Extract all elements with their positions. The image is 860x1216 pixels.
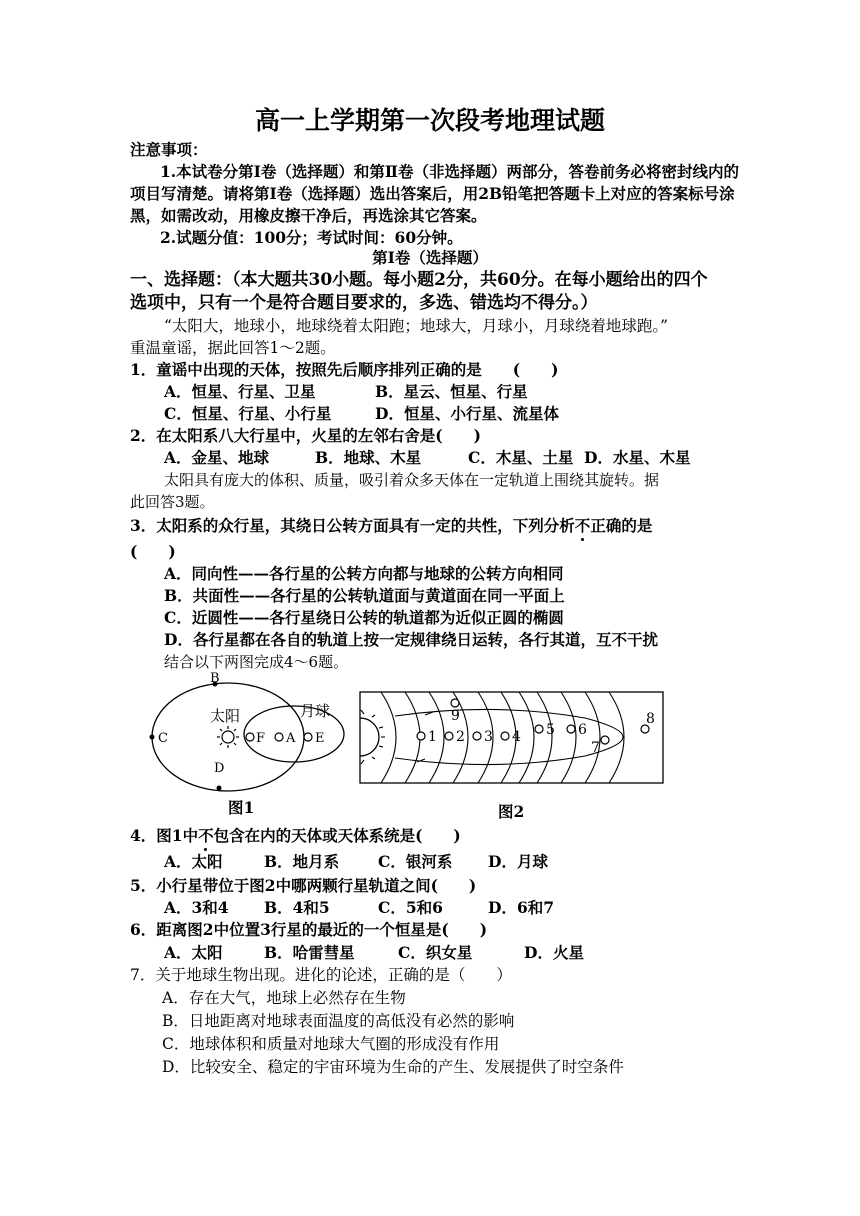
question-4-stem-pre: 4．图1中: [130, 826, 199, 845]
point-c-label: C: [158, 731, 168, 746]
figure-1-caption: 图1: [228, 798, 255, 817]
planet-5-marker: [535, 725, 543, 733]
point-c-marker: [150, 735, 155, 740]
question-2-option-a: A．金星、地球: [164, 448, 270, 467]
planet-3: [473, 729, 493, 745]
question-4-option-b: B．地月系: [264, 852, 340, 871]
planet-6-marker: [567, 725, 575, 733]
question-3-stem-emphasis: 不: [574, 516, 591, 535]
planet-8: [641, 711, 655, 733]
question-4-option-d: D．月球: [488, 852, 548, 871]
point-e-marker: [304, 733, 312, 741]
planet-6: [567, 722, 587, 738]
figure-2: [355, 688, 670, 790]
question-6-option-a: A．太阳: [164, 943, 223, 962]
question-3-option-b: B．共面性——各行星的公转轨道面与黄道面在同一平面上: [164, 586, 565, 605]
question-7-option-b: B．日地距离对地球表面温度的高低没有必然的影响: [162, 1012, 515, 1030]
question-5-option-a: A．3和4: [164, 898, 229, 917]
question-3-option-c: C．近圆性——各行星绕日公转的轨道都为近似正圆的椭圆: [164, 608, 564, 627]
planets: [417, 699, 655, 756]
question-1-option-d: D．恒星、小行星、流星体: [375, 404, 559, 423]
planet-5-label: 5: [546, 722, 555, 738]
question-2-option-d: D．水星、木星: [584, 448, 691, 467]
intro-1-line-1: “太阳大，地球小，地球绕着太阳跑；地球大，月球小，月球绕着地球跑。”: [164, 317, 669, 335]
question-7-stem: 7．关于地球生物出现。进化的论述，正确的是（ ）: [130, 966, 512, 984]
question-4-option-a: A．太阳: [164, 852, 223, 871]
question-7-option-c: C．地球体积和质量对地球大气圈的形成没有作用: [162, 1035, 500, 1053]
question-3-stem-post: 正确的是: [590, 516, 653, 535]
question-1-option-a: A．恒星、行星、卫星: [164, 382, 316, 401]
question-6-option-b: B．哈雷彗星: [264, 943, 355, 962]
question-3-answer-paren: ( ): [130, 542, 176, 561]
orbit-arc: [585, 692, 600, 783]
question-7-option-d: D．比较安全、稳定的宇宙环境为生命的产生、发展提供了时空条件: [162, 1058, 624, 1076]
question-6-option-c: C．织女星: [398, 943, 473, 962]
question-1-option-b: B．星云、恒星、行星: [375, 382, 528, 401]
intro-3-line-2: 此回答3题。: [130, 493, 215, 511]
question-2-option-b: B．地球、木星: [315, 448, 422, 467]
orbit-arc: [609, 692, 624, 783]
intro-4: 结合以下两图完成4～6题。: [164, 653, 349, 671]
question-5-stem: 5．小行星带位于图2中哪两颗行星轨道之间( ): [130, 876, 477, 895]
question-6-stem: 6．距离图2中位置3行星的最近的一个恒星是( ): [130, 920, 488, 939]
part-1-title: 第Ⅰ卷（选择题）: [372, 248, 488, 267]
question-4-stem-post: 包含在内的天体或天体系统是( ): [213, 826, 461, 845]
figure-2-caption: 图2: [498, 802, 525, 821]
planet-1-label: 1: [428, 729, 437, 745]
sun-label: 太阳: [210, 707, 241, 725]
question-4-option-c: C．银河系: [378, 852, 453, 871]
point-a-marker: [275, 733, 283, 741]
question-7-option-a: A．存在大气，地球上必然存在生物: [162, 989, 406, 1007]
notice-item-2: 2.试题分值：100分；考试时间：60分钟。: [160, 228, 463, 247]
question-3-stem-pre: 3．太阳系的众行星，其绕日公转方面具有一定的共性，下列分析: [130, 516, 575, 535]
intro-1-line-2: 重温童谣，据此回答1～2题。: [130, 339, 336, 357]
intro-3-line-1: 太阳具有庞大的体积、质量，吸引着众多天体在一定轨道上围绕其旋转。据: [164, 471, 660, 489]
planet-3-marker: [473, 732, 481, 740]
question-5-option-c: C．5和6: [378, 898, 443, 917]
question-3-option-a: A．同向性——各行星的公转方向都与地球的公转方向相同: [164, 564, 564, 583]
sun-icon: [360, 710, 385, 764]
question-5-option-b: B．4和5: [264, 898, 330, 917]
planet-9-marker: [451, 699, 459, 707]
planet-4-marker: [501, 732, 509, 740]
point-f-marker: [246, 733, 254, 741]
point-d-marker: [217, 786, 222, 791]
planet-9: [451, 699, 460, 724]
planet-7-label: 7: [591, 740, 600, 756]
notice-item-1-line-1: 1.本试卷分第Ⅰ卷（选择题）和第Ⅱ卷（非选择题）两部分，答卷前务必将密封线内的: [160, 162, 739, 181]
planet-5: [535, 722, 555, 738]
question-4-stem: [130, 826, 461, 846]
question-5-option-d: D．6和7: [488, 898, 555, 917]
sun-icon: [217, 726, 239, 748]
notice-item-1-line-3: 黑，如需改动，用橡皮擦干净后，再选涂其它答案。: [130, 206, 487, 225]
notice-heading: 注意事项：: [130, 140, 208, 159]
section-1-heading-line-1: 一、选择题：（本大题共30小题。每小题2分，共60分。在每小题给出的四个: [130, 270, 708, 290]
planet-2-marker: [445, 732, 453, 740]
notice-item-1-line-2: 项目写清楚。请将第Ⅰ卷（选择题）选出答案后，用2B铅笔把答题卡上对应的答案标号涂: [130, 184, 735, 203]
planet-7-marker: [601, 736, 609, 744]
section-1-heading-line-2: 选项中，只有一个是符合题目要求的，多选、错选均不得分。）: [130, 293, 598, 313]
point-d-label: D: [214, 761, 225, 776]
question-1-option-c: C．恒星、行星、小行星: [164, 404, 332, 423]
planet-2: [445, 729, 465, 745]
question-2-stem: 2．在太阳系八大行星中，火星的左邻右舍是( ): [130, 426, 481, 445]
point-e-label: E: [315, 731, 325, 746]
orbit-arc: [561, 692, 576, 783]
orbit-arc: [519, 692, 534, 783]
planet-2-label: 2: [456, 729, 465, 745]
question-2-option-c: C．木星、土星: [468, 448, 574, 467]
planet-9-label: 9: [451, 708, 460, 724]
point-a-label: A: [286, 731, 296, 746]
question-6-option-d: D．火星: [524, 943, 584, 962]
point-b-label: B: [210, 671, 220, 686]
planet-4: [501, 729, 521, 745]
question-3-stem: [130, 516, 652, 536]
point-f-label: F: [256, 731, 266, 746]
planet-4-label: 4: [512, 729, 521, 745]
planet-6-label: 6: [578, 722, 587, 738]
planet-8-label: 8: [646, 711, 655, 727]
page-title: 高一上学期第一次段考地理试题: [254, 106, 605, 135]
moon-label: 月球: [300, 702, 331, 720]
question-4-stem-emphasis: 不: [198, 826, 214, 845]
planet-3-label: 3: [484, 729, 493, 745]
planet-1-marker: [417, 732, 425, 740]
question-3-option-d: D．各行星都在各自的轨道上按一定规律绕日运转，各行其道，互不干扰: [164, 630, 658, 649]
question-1-stem: 1．童谣中出现的天体，按照先后顺序排列正确的是 ( ): [130, 360, 559, 379]
